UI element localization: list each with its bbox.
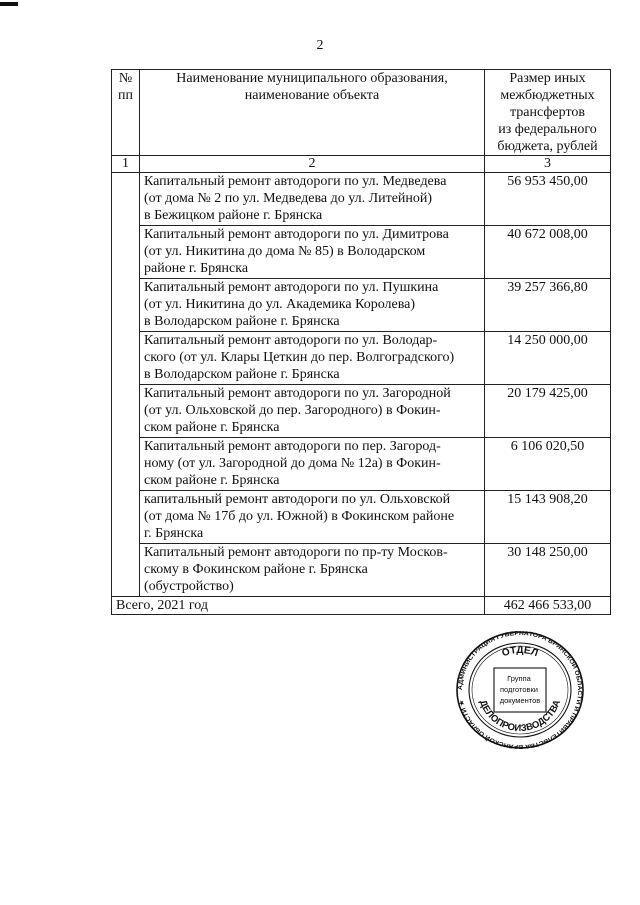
header-number [112, 70, 140, 156]
transfer-amount: 6 106 020,50 [485, 438, 611, 491]
transfer-amount: 15 143 908,20 [485, 491, 611, 544]
total-label: Всего, 2021 год [112, 597, 485, 615]
total-amount: 462 466 533,00 [485, 597, 611, 615]
table-row [112, 385, 611, 438]
table-row [112, 544, 611, 597]
seal-bottom-text: ДЕЛОПРОИЗВОДСТВА [476, 698, 564, 735]
table-row [112, 226, 611, 279]
object-name: капитальный ремонт автодороги по ул. Ольховской (от дома № 17б до ул. Южной) в Фокинском районе г. Брянска [140, 491, 485, 544]
header-amount [485, 70, 611, 156]
object-name: Капитальный ремонт автодороги по ул. Володар- ского (от ул. Клары Цеткин до пер. Волгоградского) в Володарском районе г. Брянска [140, 332, 485, 385]
table-row [112, 438, 611, 491]
table-row [112, 491, 611, 544]
table-row [112, 173, 611, 226]
transfer-amount: 14 250 000,00 [485, 332, 611, 385]
object-name: Капитальный ремонт автодороги по ул. Димитрова (от ул. Никитина до дома № 85) в Володарском районе г. Брянска [140, 226, 485, 279]
transfers-table [111, 69, 611, 615]
header-name-text: Наименование муниципального образования, наименование объекта [176, 71, 448, 103]
object-name: Капитальный ремонт автодороги по ул. Загородной (от ул. Ольховской до пер. Загородного) в Фокин- ском районе г. Брянска [140, 385, 485, 438]
header-row [112, 70, 611, 156]
column-number-row [112, 156, 611, 173]
page-number: 2 [316, 38, 324, 53]
total-row [112, 597, 611, 615]
header-name [140, 70, 485, 156]
column-number: 2 [140, 156, 485, 173]
seal-center-text: Группа подготовки документов [499, 674, 541, 705]
object-name: Капитальный ремонт автодороги по пр-ту Москов- скому в Фокинском районе г. Брянска (обустройство) [140, 544, 485, 597]
column-number: 3 [485, 156, 611, 173]
object-name: Капитальный ремонт автодороги по пер. Загород- ному (от ул. Загородной до дома № 12а) в Фокин- ском районе г. Брянска [140, 438, 485, 491]
scan-edge-mark [0, 2, 18, 6]
header-number-text: № пп [118, 71, 133, 103]
seal-top-text: ОТДЕЛ [500, 644, 540, 660]
transfer-amount: 56 953 450,00 [485, 173, 611, 226]
object-name: Капитальный ремонт автодороги по ул. Пушкина (от ул. Никитина до ул. Академика Королева) в Володарском районе г. Брянска [140, 279, 485, 332]
transfer-amount: 20 179 425,00 [485, 385, 611, 438]
row-index-cell [112, 173, 140, 597]
transfer-amount: 30 148 250,00 [485, 544, 611, 597]
table-row [112, 332, 611, 385]
header-amount-text: Размер иных межбюджетных трансфертов из федерального бюджета, рублей [497, 71, 598, 154]
transfer-amount: 39 257 366,80 [485, 279, 611, 332]
seal-outer-text: АДМИНИСТРАЦИЯ ГУБЕРНАТОРА БРЯНСКОЙ ОБЛАСТИ И ПРАВИТЕЛЬСТВА БРЯНСКОЙ ОБЛАСТИ ★ [457, 631, 583, 749]
transfer-amount: 40 672 008,00 [485, 226, 611, 279]
table-row [112, 279, 611, 332]
office-seal [456, 631, 584, 749]
object-name: Капитальный ремонт автодороги по ул. Медведева (от дома № 2 по ул. Медведева до ул. Литейной) в Бежицком районе г. Брянска [140, 173, 485, 226]
column-number: 1 [112, 156, 140, 173]
